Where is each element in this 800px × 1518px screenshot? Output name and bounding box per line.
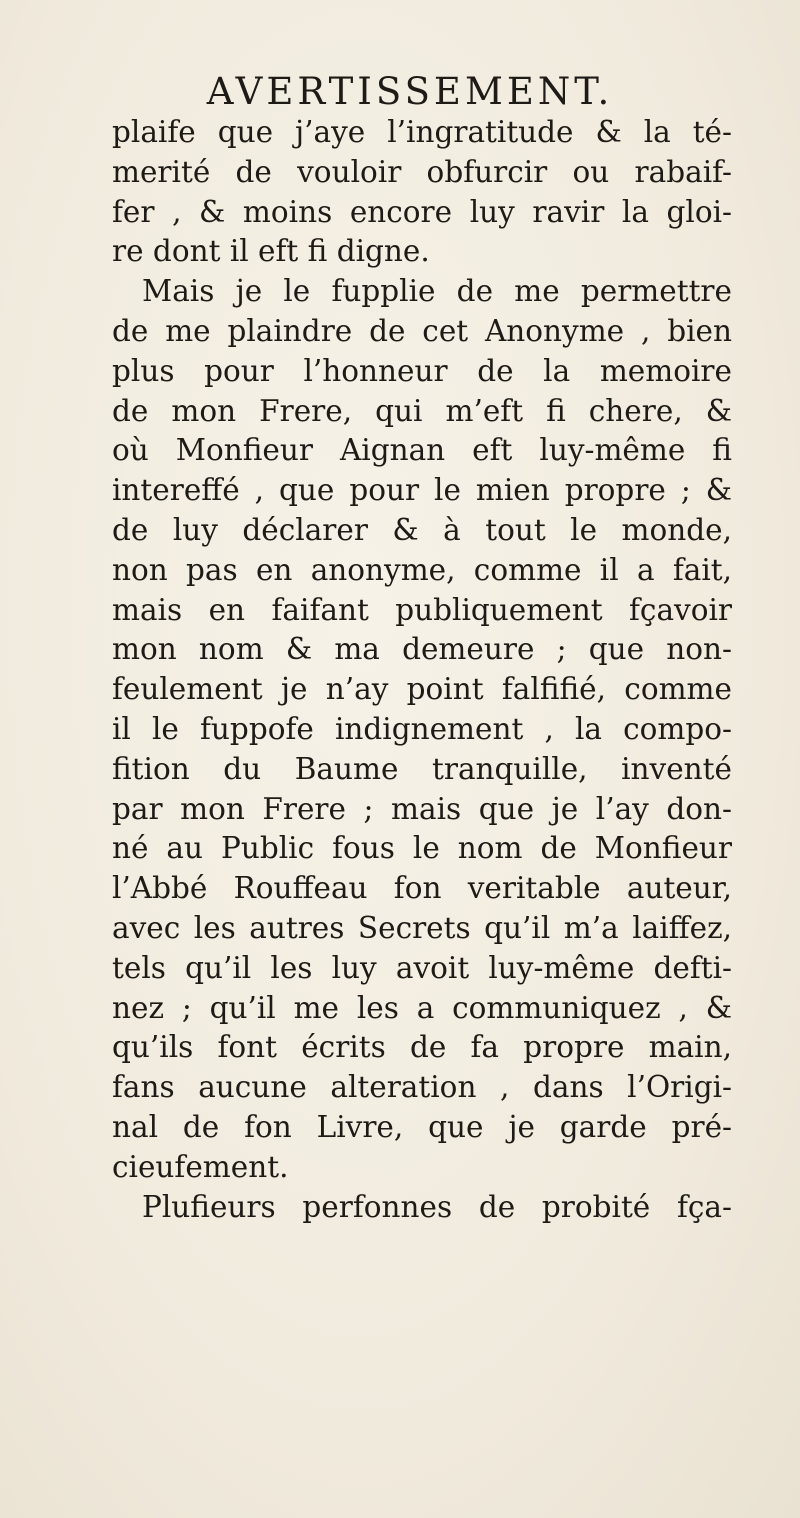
text-line: nez ; qu’il me les a communiquez , & bbox=[112, 990, 732, 1025]
text-line: nal de fon Livre, que je garde pré- bbox=[112, 1109, 732, 1144]
text-line: plus pour l’honneur de la memoire bbox=[112, 353, 732, 388]
text-line: plaife que j’aye l’ingratitude & la té- bbox=[112, 115, 732, 149]
text-line: re dont il eft fi digne. bbox=[112, 234, 430, 269]
text-line: fition du Baume tranquille, inventé bbox=[112, 751, 732, 786]
text-line: de mon Frere, qui m’eft fi chere, & bbox=[112, 393, 732, 428]
text-line: né au Public fous le nom de Monfieur bbox=[112, 831, 732, 866]
text-line: intereffé , que pour le mien propre ; & bbox=[112, 473, 732, 508]
text-line: fans aucune alteration , dans l’Origi- bbox=[112, 1070, 732, 1105]
text-line: qu’ils font écrits de fa propre main, bbox=[112, 1030, 732, 1065]
text-line: cieufement. bbox=[112, 1149, 289, 1184]
text-line: merité de vouloir obfurcir ou rabaif- bbox=[112, 154, 732, 189]
body-text bbox=[112, 113, 732, 1227]
text-line: de me plaindre de cet Anonyme , bien bbox=[112, 313, 732, 348]
text-line: avec les autres Secrets qu’il m’a laiffez, bbox=[112, 910, 732, 945]
text-line: mon nom & ma demeure ; que non- bbox=[112, 632, 732, 667]
text-line: non pas en anonyme, comme il a fait, bbox=[112, 552, 732, 587]
text-line: par mon Frere ; mais que je l’ay don- bbox=[112, 791, 732, 826]
running-head: AVERTISSEMENT. bbox=[206, 70, 614, 113]
text-line: où Monfieur Aignan eft luy-même fi bbox=[112, 433, 732, 468]
text-line: Mais je le fupplie de me permettre bbox=[142, 274, 732, 309]
text-line: l’Abbé Rouffeau fon veritable auteur, bbox=[112, 871, 732, 906]
text-line: mais en faifant publiquement fçavoir bbox=[112, 592, 732, 627]
text-line: tels qu’il les luy avoit luy-même defti- bbox=[112, 950, 732, 985]
text-line: fer , & moins encore luy ravir la gloi- bbox=[112, 194, 732, 229]
text-line: Plufieurs perfonnes de probité fça- bbox=[142, 1189, 732, 1224]
text-line: il le fuppofe indignement , la compo- bbox=[112, 711, 732, 746]
text-line: de luy déclarer & à tout le monde, bbox=[112, 512, 732, 547]
text-line: feulement je n’ay point falfifié, comme bbox=[112, 672, 732, 707]
